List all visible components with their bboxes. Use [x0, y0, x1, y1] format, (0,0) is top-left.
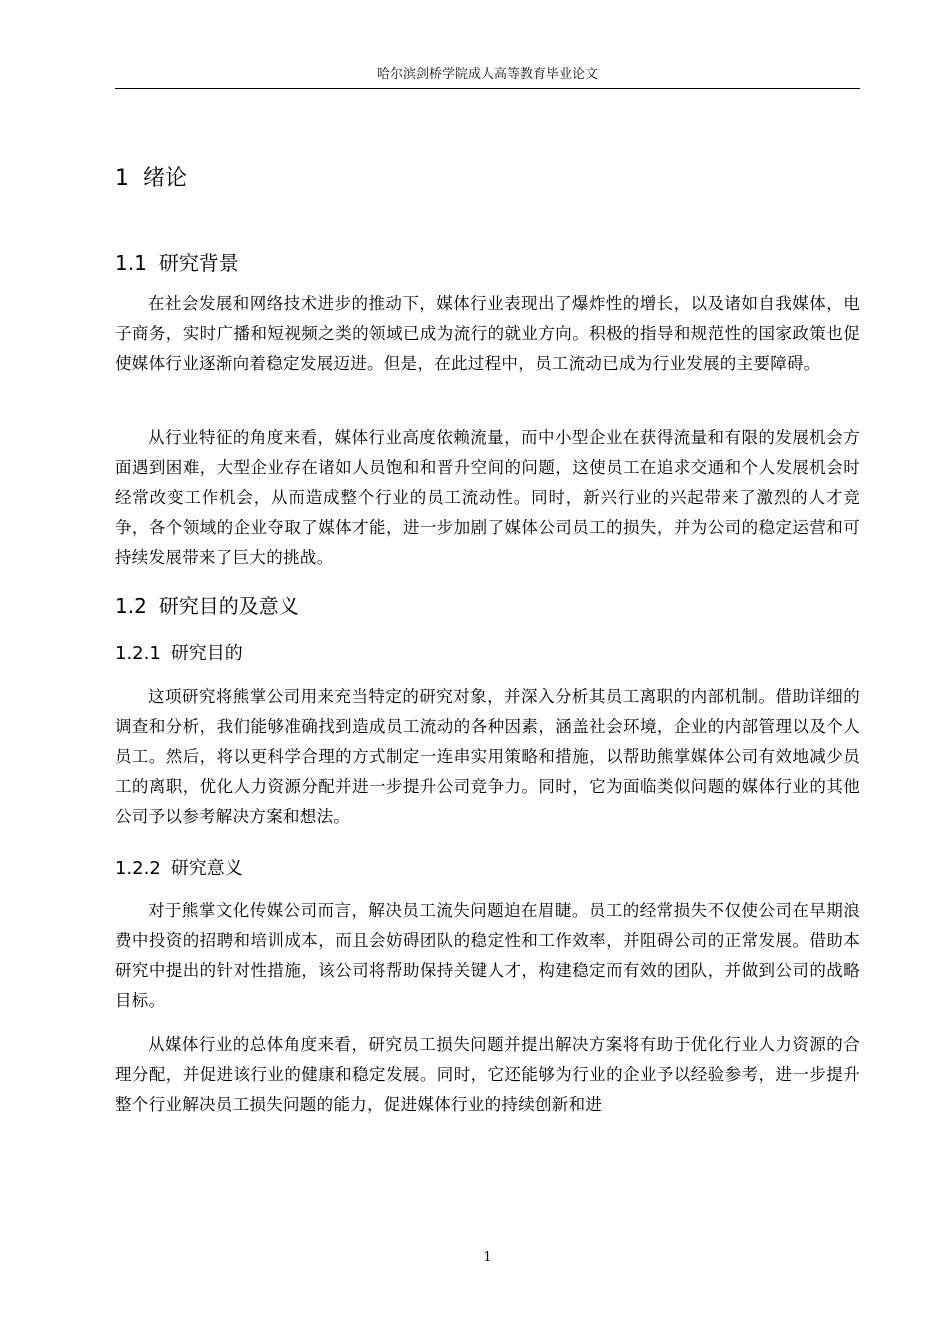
section-number: 1.1: [115, 251, 147, 275]
page-number: 1: [483, 1250, 492, 1265]
chapter-title: 绪论: [143, 166, 188, 191]
paragraph-background-2: 从行业特征的角度来看，媒体行业高度依赖流量，而中小型企业在获得流量和有限的发展机会方面遇到困难，大型企业存在诸如人员饱和和晋升空间的问题，这使员工在追求交通和个人发展机会时经常改变工作机会，从而造成整个行业的员工流动性。同时，新兴行业的兴起带来了激烈的人才竞争，各个领域的企业夺取了媒体才能，进一步加剧了媒体公司员工的损失，并为公司的稳定运营和可持续发展带来了巨大的挑战。: [115, 428, 860, 567]
section-heading-background: [115, 249, 239, 277]
header-rule: [115, 88, 860, 89]
chapter-heading: [115, 164, 187, 194]
subsection-title: 研究目的: [170, 643, 243, 664]
section-heading-purpose-significance: [115, 592, 299, 620]
section-title: 研究背景: [158, 251, 239, 275]
subsection-heading-purpose: [115, 641, 243, 667]
section-title: 研究目的及意义: [158, 594, 299, 618]
subsection-heading-significance: [115, 856, 243, 882]
paragraph-significance-1: 对于熊掌文化传媒公司而言，解决员工流失问题迫在眉睫。员工的经常损失不仅使公司在早期浪费中投资的招聘和培训成本，而且会妨碍团队的稳定性和工作效率，并阻碍公司的正常发展。借助本研究中提出的针对性措施，该公司将帮助保持关键人才，构建稳定而有效的团队，并做到公司的战略目标。: [115, 901, 860, 1010]
subsection-number: 1.2.2: [115, 858, 161, 879]
paragraph-purpose-1: 这项研究将熊掌公司用来充当特定的研究对象，并深入分析其员工离职的内部机制。借助详细的调查和分析，我们能够准确找到造成员工流动的各种因素，涵盖社会环境，企业的内部管理以及个人员工。然后，将以更科学合理的方式制定一连串实用策略和措施，以帮助熊掌媒体公司有效地减少员工的离职，优化人力资源分配并进一步提升公司竞争力。同时，它为面临类似问题的媒体行业的其他公司予以参考解决方案和想法。: [115, 687, 860, 826]
subsection-number: 1.2.1: [115, 643, 161, 664]
paragraph-significance-2: 从媒体行业的总体角度来看，研究员工损失问题并提出解决方案将有助于优化行业人力资源的合理分配，并促进该行业的健康和稳定发展。同时，它还能够为行业的企业予以经验参考，进一步提升整个行业解决员工损失问题的能力，促进媒体行业的持续创新和进: [115, 1035, 860, 1114]
chapter-number: 1: [115, 166, 129, 191]
paragraph-background-1: 在社会发展和网络技术进步的推动下，媒体行业表现出了爆炸性的增长，以及诸如自我媒体，电子商务，实时广播和短视频之类的领域已成为流行的就业方向。积极的指导和规范性的国家政策也促使媒体行业逐渐向着稳定发展迈进。但是，在此过程中，员工流动已成为行业发展的主要障碍。: [115, 294, 860, 373]
section-number: 1.2: [115, 594, 147, 618]
page-header: 哈尔滨剑桥学院成人高等教育毕业论文: [376, 67, 598, 82]
subsection-title: 研究意义: [170, 858, 243, 879]
